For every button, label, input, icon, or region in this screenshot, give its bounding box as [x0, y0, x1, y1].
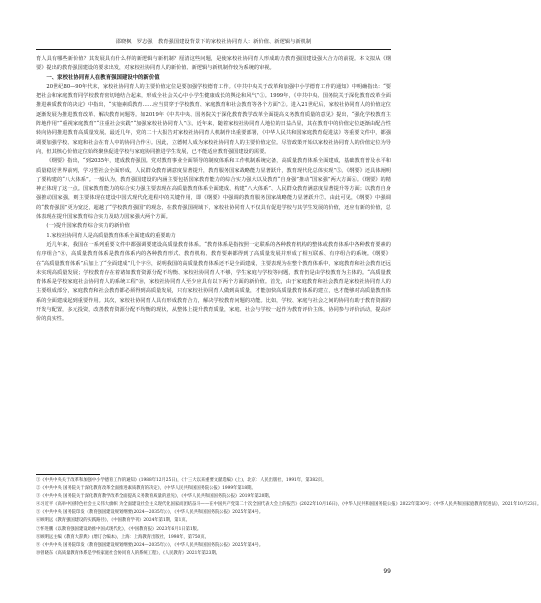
footnote: ⑦怀进鹏《以教育强国建设助推中国式现代化》，《中国教育报》2023年6月1日第1版。	[36, 526, 202, 532]
paragraph-intro-continued: 育人具有哪些新价值？其发展具有什么样的新逻辑与新机制？厘清这些问题，是使家校社协同育人形成助力教育强国建设强大合力的前提。本文拟从《纲要》提出的教育强国建设的要求出发，对家校社协同育人的新价值、新逻辑与新机制作较为系统的审视。	[36, 56, 391, 72]
footnote: ②《中共中央 国务院关于深化教育改革全面推进素质教育的决定》，《中华人民共和国国务院公报》1999年第18期。	[36, 486, 256, 492]
section-heading: 一、家校社协同育人在教育强国建设中的新价值	[46, 74, 160, 81]
footnotes	[36, 477, 541, 558]
footnote-rule	[36, 474, 100, 475]
page-number: 99	[383, 568, 391, 575]
footnote: ⑨《中共中央 国务院印发〈教育强国建设规划纲要(2024—2035年)〉》，《中华人民共和国国务院公报》2025年第4号。	[36, 542, 264, 548]
footnote: ⑩曾晓东《高质量教育体系是学校家庭社会协同育人的系统工程》，《人民教育》2021年第23期。	[36, 550, 220, 556]
footnote: ⑥顾明远《教育强国建设的实践路径》，《中国教育学刊》2024年第1期，第1页。	[36, 518, 190, 524]
subsection-heading: (一)提升国家教育综合实力的新价值	[46, 223, 130, 230]
footnote: ⑧顾明远主编《教育大辞典》(增订合编本)，上海：上海教育出版社，1998年，第750页。	[36, 534, 209, 540]
footnote: ③《中共中央 国务院关于深化教育教学改革全面提高义务教育质量的意见》，《中华人民共和国国务院公报》2019年第20期。	[36, 494, 273, 500]
paragraph-policy-history: 20世纪80—90年代末，家校社协同育人的主要价值定位是要加强学校德育工作。《中共中央关于改革和加强中小学德育工作的通知》中明确指出：“要把社会和家庭教育同学校教育密切地结合起来，形成全社会关心中小学生健康成长的舆论和风气”①。1999年，《中共中央、国务院关于深化教育改革全面推进素质教育的决定》中指出，“实施素质教育……应当贯穿于学校教育、家庭教育和社会教育等各个方面”②。进入21世纪后，家校社协同育人的价值定位逐渐发展为推进教育改革、解决教育问题等。如2019年《中共中央、国务院关于深化教育教学改革全面提高义务教育质量的意见》提出，“强化学校教育主阵地作用”“重视家庭教育”“注重社会实践”“加强家校社协同育人”③。近年来，随着家校社协同育人地位的日益凸显，其在教育中的价值定位逐渐由配合性转向协同推进教育高质量发展。最近几年，党的二十大报告对家校社协同育人机制作出重要部署，《中华人民共和国家庭教育促进法》等重要文件中，都强调要加强学校、家庭和社会在育人中的协同合作④。因此，立德树人成为家校社协同育人的主要价值定位。尽管政策开始以家校社协同育人的价值定位为导向，但其核心价值定位始终聚焦促进学校与家庭协同推进学生发展，已不能适应教育强国建设的需要。	[36, 83, 391, 155]
header-rule	[36, 49, 391, 50]
footnote: ⑤《中共中央 国务院印发〈教育强国建设规划纲要(2024—2035年)〉》，《中华人民共和国国务院公报》2025年第4号。	[36, 510, 264, 516]
point-heading: 1.家校社协同育人是高质量教育体系全面建成的重要助力	[46, 232, 176, 239]
running-head: 邵晓枫 罗志强 教育强国建设背景下的家校社协同育人：新价值、新逻辑与新机制	[115, 39, 312, 45]
footnote: ①《中共中央关于改革和加强中小学德育工作的通知》(1988年12月25日)，《十三大以来重要文献选编》(上)，北京：人民出版社，1991年，第382页。	[36, 478, 327, 483]
footnote: ④习近平《高举中国特色社会主义伟大旗帜 为全面建设社会主义现代化国家而团结奋斗——在中国共产党第二十次全国代表大会上的报告》(2022年10月16日)，《中华人民共和国国务院公报》2022年第30号；《中华人民共和国家庭教育促进法》，2021年10月23日。	[36, 502, 541, 508]
article-body	[36, 55, 391, 325]
paragraph-quality-system: 近几年来，我国在一系列重要文件中都强调要建设高质量教育体系。“教育体系是指按照一定联系的各种教育机构的整体或教育体系中各种教育要素的有序组合”⑧，高质量教育体系是教育体系内的各种教育形式、教育机构、教育要素都得到了高质量发展并形成了相互联系、有序组合的系统。《纲要》在“高质量教育体系”后加上了“全面建成”几个字⑨，说明我国的高质量教育体系还不是全面建成，主要表现为在整个教育体系中，家庭教育和社会教育还远未实现高质量发展；学校教育存在着诸如教育资源分配不均衡、家校社协同育人不够，学生家庭与学校等问题，教育仍是由学校教育为主体的。“高质量教育体系是学校家庭社会协同育人的系统工程”⑩，家校社协同育人至少应具有以下两个方面的新价值。首先，由于家庭教育和社会教育是家校社协同育人的主要组成部分，家庭教育和社会教育都必须得到高质量发展，只有家校社协同育人做到高质量，才能加快高质量教育体系的建立，也才能够对高质量教育体系的全面建成起到重要作用。其次，家校社协同育人具有形成教育合力，解决学校教育问题的功能。比如，学校、家庭与社会之间的协同有助于教育资源的开发与配置，多元投资，改善教育资源分配不均衡的现状，从整体上提升教育质量，家庭、社会与学校一起作为教育评价主体，协同参与评价活动，提高评价的真实性。	[36, 241, 391, 323]
paragraph-outline-goals: 《纲要》指出，“到2035年，建成教育强国。党对教育事业全面领导的制度体系和工作机制系统完备，高质量教育体系全面建成，基础教育普及水平和质量稳居世界前列，学习型社会全面形成，人民群众教育满意度显著提升，教育服务国家战略能力显著跃升，教育现代化总体实现”⑤。《纲要》还具体阐明了要构建的“八大体系”。一般认为，教育强国建设的内涵主要包括国家教育能力的综合实力强大以及教育“自身强”推动“国家强”两大方面⑥。《纲要》的精神正体现了这一点。国家教育能力的综合实力强主要表现在高质量教育体系全面建成、构建“八大体系”、人民群众教育满意度显著提升等方面；以教育自身强推动国家强，则主要体现在建设中国式现代化进程中的关键作用，即《纲要》中强调的教育服务国家战略能力显著跃升⑦。由此可见，《纲要》中强调的“教育强国”更为宽泛，超越了“学校教育强国”的观念，在教育强国视域下，家校社协同育人不仅具有促进学校与其学生发展的价值，还应有新的价值，总体表现在提升国家教育综合实力及助力国家强大两个方面。	[36, 158, 391, 221]
